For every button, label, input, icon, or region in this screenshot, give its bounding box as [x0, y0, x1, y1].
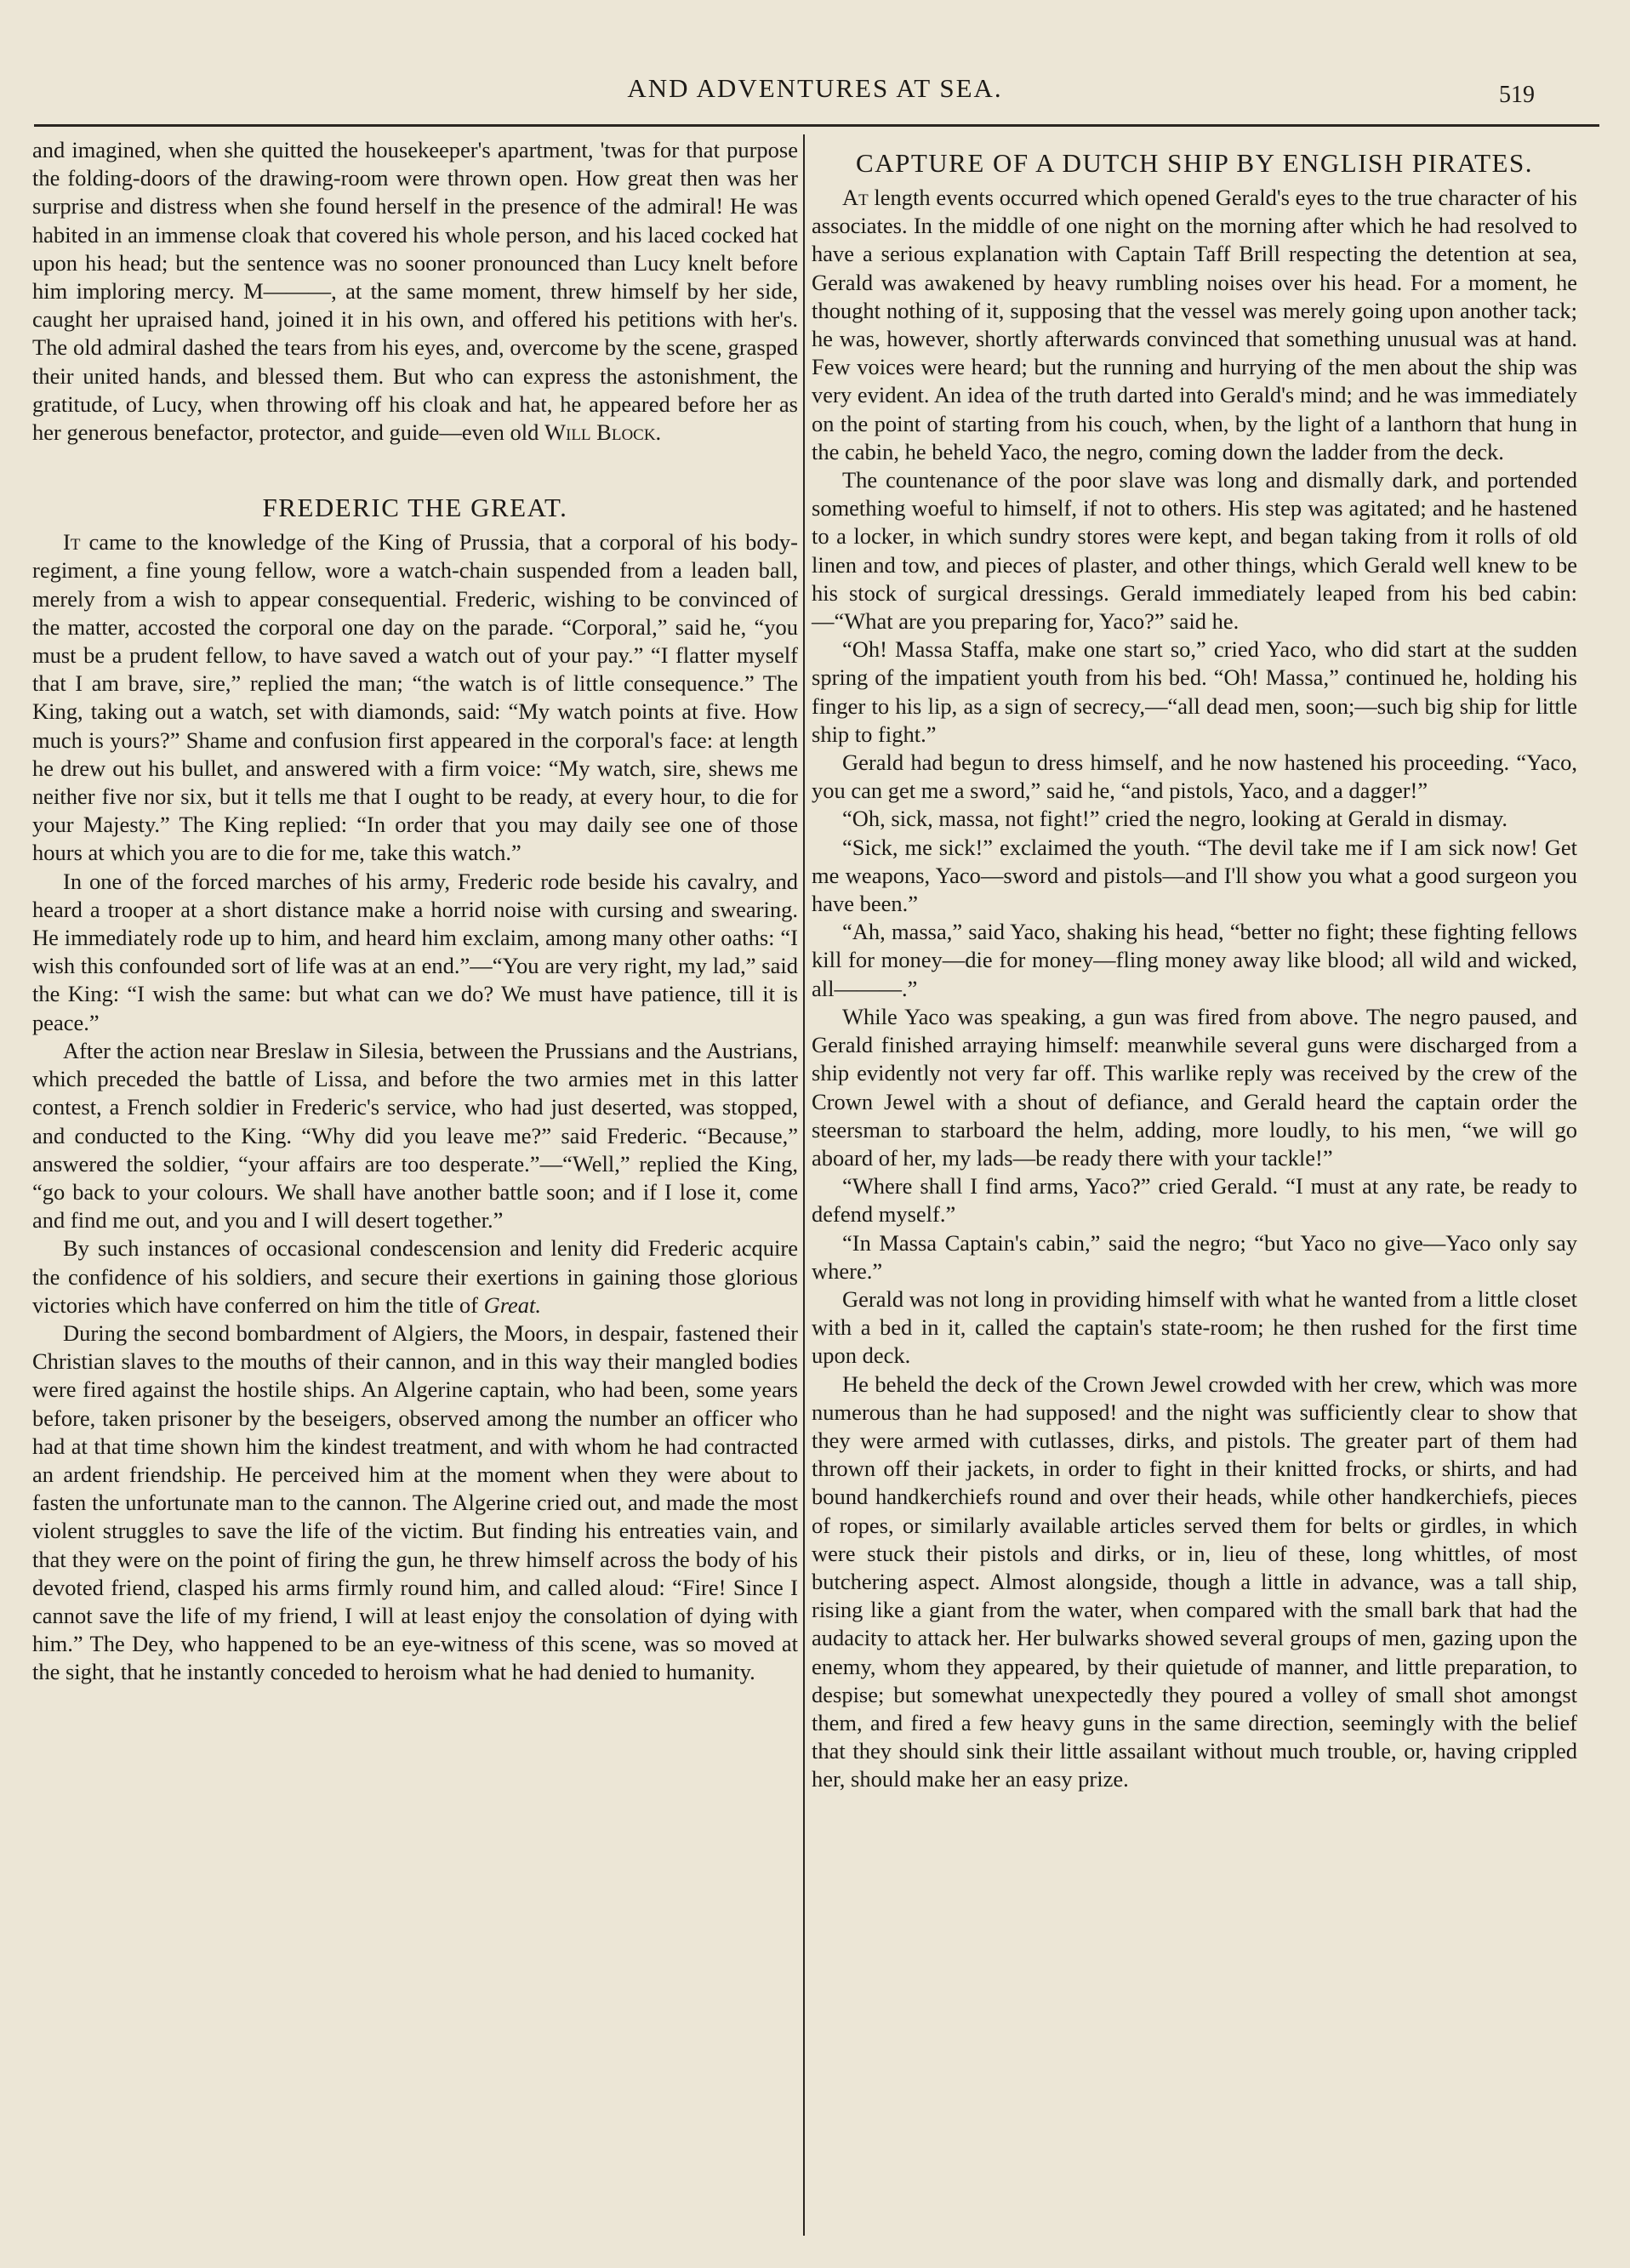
header-rule — [34, 124, 1599, 127]
column-divider — [803, 134, 805, 2236]
article-paragraph: Gerald had begun to dress himself, and he now hastened his proceeding. “Yaco, you can get me a sword,” said he, “and pistols, Yaco, and a dagger!” — [812, 749, 1577, 804]
article-paragraph — [812, 184, 1577, 466]
lead-word: It — [63, 529, 81, 556]
paragraph-text: By such instances of occasional condescension and lenity did Frederic acquire the confidence of his soldiers, and secure their exertions in gaining those glorious victories which have conferred on him the title of — [32, 1235, 798, 1318]
continuation-signoff: Will Block. — [544, 419, 662, 446]
left-column — [32, 136, 798, 1687]
emphasis-text: Great. — [483, 1291, 542, 1318]
article-paragraph: “Where shall I find arms, Yaco?” cried Gerald. “I must at any rate, be ready to defend myself.” — [812, 1173, 1577, 1228]
page-number: 519 — [1499, 82, 1535, 108]
article-paragraph — [32, 528, 798, 867]
article-paragraph: During the second bombardment of Algiers, the Moors, in despair, fastened their Christian slaves to the mouths of their cannon, and in this way their mangled bodies were fired against the hostile ships. An Algerine captain, who had been, some years before, taken prisoner by the beseigers, observed among the number an officer who had at that time shown him the kindest treatment, and with whom he had contracted an ardent friendship. He perceived him at the moment when they were about to fasten the unfortunate man to the cannon. The Algerine cried out, and made the most violent struggles to save the life of the victim. But finding his entreaties vain, and that they were on the point of firing the gun, he threw himself across the body of his devoted friend, clasped his arms firmly round him, and called aloud: “Fire! Since I cannot save the life of my friend, I will at least enjoy the consolation of dying with him.” The Dey, who happened to be an eye-witness of this scene, was so moved at the sight, that he instantly conceded to heroism what he had denied to humanity. — [32, 1319, 798, 1685]
article-paragraph: Gerald was not long in providing himself with what he wanted from a little closet with a bed in it, called the captain's state-room; he then rushed for the first time upon deck. — [812, 1285, 1578, 1369]
article-paragraph: “Ah, massa,” said Yaco, shaking his head, “better no fight; these fighting fellows kill for money—die for money—fling money away like blood; all wild and wicked, all———.” — [812, 919, 1577, 1001]
article-paragraph: While Yaco was speaking, a gun was fired from above. The negro paused, and Gerald finished arraying himself: meanwhile several guns were discharged from a ship evidently not very far off. This warlike reply was received by the crew of the Crown Jewel with a shout of defiance, and Gerald heard the captain order the steersman to starboard the helm, adding, more loudly, to his men, “we will go aboard of her, my lads—be ready there with your tackle!” — [812, 1003, 1577, 1171]
paragraph-text: length events occurred which opened Gerald's eyes to the true character of his associates. In the middle of one night on the morning after which he had resolved to have a serious explanation with Captain Taff Brill respecting the detention at sea, Gerald was awakened by heavy rumbling noises over his head. For a moment, he thought nothing of it, supposing that the vessel was merely going upon another tack; he was, however, shortly afterwards convinced that something unusual was at hand. Few voices were heard; but the running and hurrying of the men about the ship was very evident. An idea of the truth darted into Gerald's mind; and he was immediately on the point of starting from his couch, when, by the light of a lanthorn that hung in the cabin, he beheld Yaco, the negro, coming down the ladder from the deck. — [812, 185, 1577, 464]
article-paragraph: In one of the forced marches of his army, Frederic rode beside his cavalry, and heard a trooper at a short distance make a horrid noise with cursing and swearing. He immediately rode up to him, and heard him exclaim, among many other oaths: “I wish this confounded sort of life was at an end.”—“You are very right, my lad,” said the King: “I wish the same: but what can we do? We must have patience, till it is peace.” — [32, 868, 798, 1035]
article-paragraph: The countenance of the poor slave was long and dismally dark, and portended something woeful to himself, if not to others. His step was agitated; and he hastened to a locker, in which sundry stores were kept, and began taking from it rolls of old linen and tow, and pieces of plaster, and other things, which Gerald well knew to be his stock of surgical dressings. Gerald immediately leaped from his bed cabin:—“What are you preparing for, Yaco?” said he. — [812, 467, 1577, 635]
article-title-frederic: FREDERIC THE GREAT. — [262, 493, 568, 523]
article-paragraph: “In Massa Captain's cabin,” said the negro; “but Yaco no give—Yaco only say where.” — [812, 1229, 1577, 1284]
article-paragraph: “Oh! Massa Staffa, make one start so,” cried Yaco, who did start at the sudden spring of the impatient youth from his bed. “Oh! Massa,” continued he, holding his finger to his lip, as a sign of secrecy,—“all dead men, soon;—such big ship for little ship to fight.” — [812, 636, 1577, 747]
right-column — [812, 136, 1577, 1794]
paragraph-text: came to the knowledge of the King of Prussia, that a corporal of his body-regiment, a fine young fellow, wore a watch-chain suspended from a leaden ball, merely from a wish to appear consequential. Frederic, wishing to be convinced of the matter, accosted the corporal one day on the parade. “Corporal,” said he, “you must be a prudent fellow, to have saved a watch out of your pay.” “I flatter myself that I am brave, sire,” replied the man; “the watch is of little consequence.” The King, taking out a watch, set with diamonds, said: “My watch points at five. How much is yours?” Shame and confusion first appeared in the corporal's face: at length he drew out his bullet, and answered with a firm voice: “My watch, sire, shews me neither five nor six, but it tells me that I ought to be ready, at every hour, to die for your Majesty.” The King replied: “In order that you may daily see one of those hours at which you are to die for me, take this watch.” — [32, 529, 798, 866]
article-paragraph: “Oh, sick, massa, not fight!” cried the negro, looking at Gerald in dismay. — [842, 806, 1508, 832]
continuation-text: and imagined, when she quitted the housekeeper's apartment, 'twas for that purpose the folding-doors of the drawing-room were thrown open. How great then was her surprise and distress when she found herself in the presence of the admiral! He was habited in an immense cloak that covered his whole person, and his laced cocked hat upon his head; but the sentence was no sooner pronounced than Lucy knelt before him imploring mercy. M———, at the same moment, threw himself by her side, caught her upraised hand, joined it in his own, and offered his petitions with her's. The old admiral dashed the tears from his eyes, and, overcome by the scene, grasped their united hands, and blessed them. But who can express the astonishment, the gratitude, of Lucy, when throwing off his cloak and hat, he appeared before her as her generous benefactor, protector, and guide—even old — [32, 137, 798, 446]
story-continuation — [32, 136, 798, 447]
lead-word: At — [842, 185, 869, 210]
article-paragraph: “Sick, me sick!” exclaimed the youth. “The devil take me if I am sick now! Get me weapons, Yaco—sword and pistols—and I'll show you what a good surgeon you have been.” — [812, 834, 1577, 917]
article-paragraph: After the action near Breslaw in Silesia, between the Prussians and the Austrians, which preceded the battle of Lissa, and before the two armies met in this latter contest, a French soldier in Frederic's service, who had just deserted, was stopped, and conducted to the King. “Why did you leave me?” said Frederic. “Because,” answered the soldier, “your affairs are too desperate.”—“Well,” replied the King, “go back to your colours. We shall have another battle soon; and if I lose it, come and find me out, and you and I will desert together.” — [32, 1037, 798, 1234]
article-title-capture: CAPTURE OF A DUTCH SHIP BY ENGLISH PIRATES. — [856, 148, 1533, 178]
running-title: AND ADVENTURES AT SEA. — [627, 73, 1003, 103]
article-paragraph: He beheld the deck of the Crown Jewel crowded with her crew, which was more numerous than he had supposed! and the night was sufficiently clear to show that they were armed with cutlasses, dirks, and pistols. The greater part of them had thrown off their jackets, in order to fight in their knitted frocks, or shirts, and had bound handkerchiefs round and over their heads, while other handkerchiefs, pieces of ropes, or similarly available articles served them for belts or girdles, in which were stuck their pistols and dirks, or in, lieu of these, long whittles, of most butchering aspect. Almost alongside, though a little in advance, was a tall ship, rising like a giant from the water, when compared with the small bark that had the audacity to attack her. Her bulwarks showed several groups of men, gazing upon the enemy, whom they appeared, by their quietude of manner, and little preparation, to despise; but somewhat unexpectedly they poured a volley of small shot amongst them, and fired a few heavy guns in the same direction, seemingly with the belief that they should sink their little assailant without much trouble, or, having crippled her, should make her an easy prize. — [812, 1370, 1577, 1792]
article-paragraph — [32, 1234, 798, 1319]
